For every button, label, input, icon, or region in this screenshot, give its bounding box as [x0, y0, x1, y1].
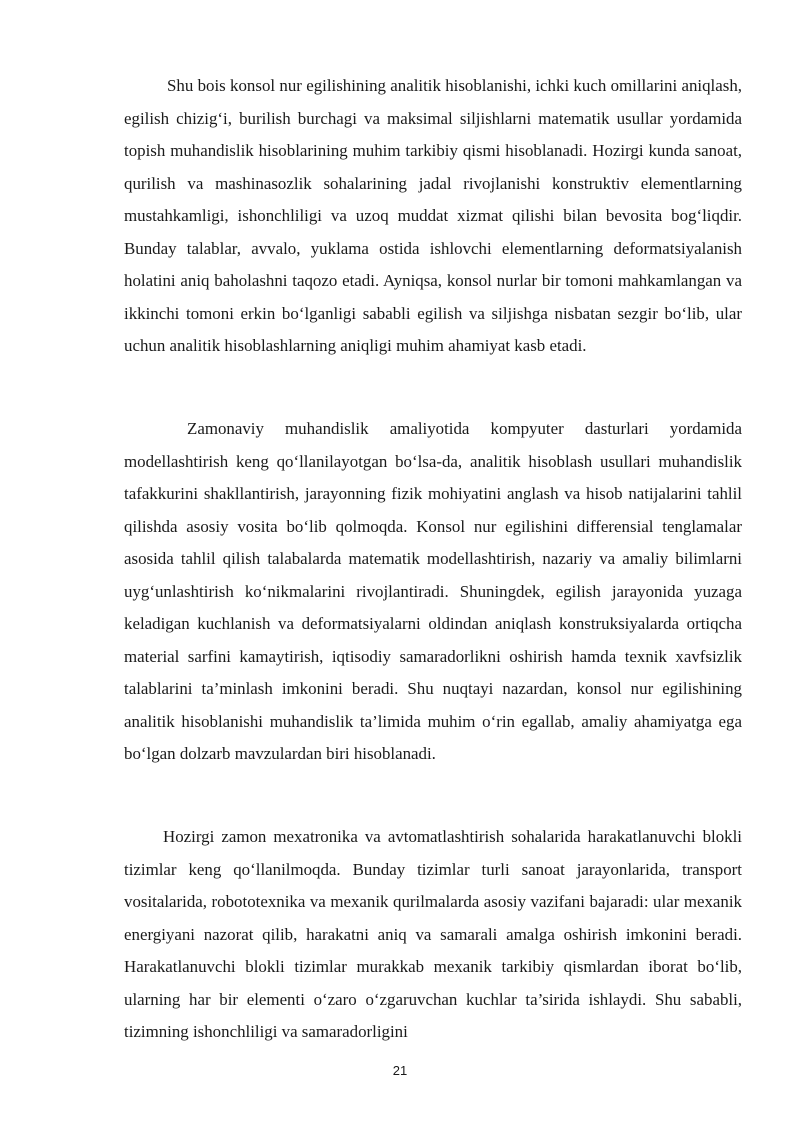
paragraph-3: Hozirgi zamon mexatronika va avtomatlashtirish sohalarida harakatlanuvchi blokli tizimlar keng qo‘llanilmoqda. Bunday tizimlar turli sanoat jarayonlarida, transport vositalarida, robototexnika va mexanik qurilmalarda asosiy vazifani bajaradi: ular mexanik energiyani nazorat qilib, harakatni aniq va samarali amalga oshirish imkonini beradi. Harakatlanuvchi blokli tizimlar murakkab mexanik tarkibiy qismlardan iborat bo‘lib, ularning har bir elementi o‘zaro o‘zgaruvchan kuchlar ta’sirida ishlaydi. Shu sababli, tizimning ishonchliligi va samaradorligini	[124, 827, 742, 1041]
paragraph-1: Shu bois konsol nur egilishining analitik hisoblanishi, ichki kuch omillarini aniqlash, egilish chizig‘i, burilish burchagi va maksimal siljishlarni matematik usullar yordamida topish muhandislik hisoblarining muhim tarkibiy qismi hisoblanadi. Hozirgi kunda sanoat, qurilish va mashinasozlik sohalarining jadal rivojlanishi konstruktiv elementlarning mustahkamligi, ishonchliligi va uzoq muddat xizmat qilishi bilan bevosita bog‘liqdir. Bunday talablar, avvalo, yuklama ostida ishlovchi elementlarning deformatsiyalanish holatini aniq baholashni taqozo etadi. Ayniqsa, konsol nurlar bir tomoni mahkamlangan va ikkinchi tomoni erkin bo‘lganligi sababli egilish va siljishga nisbatan sezgir bo‘lib, ular uchun analitik hisoblashlarning aniqligi muhim ahamiyat kasb etadi.	[124, 76, 742, 355]
page-number: 21	[392, 1063, 408, 1078]
paragraph-2: Zamonaviy muhandislik amaliyotida kompyuter dasturlari yordamida modellashtirish keng qo‘llanilayotgan bo‘lsa-da, analitik hisoblash usullari muhandislik tafakkurini shakllantirish, jarayonning fizik mohiyatini anglash va hisob natijalarini tahlil qilishda asosiy vosita bo‘lib qolmoqda. Konsol nur egilishini differensial tenglamalar asosida tahlil qilish talabalarda matematik modellashtirish, nazariy va amaliy bilimlarni uyg‘unlashtirish ko‘nikmalarini rivojlantiradi. Shuningdek, egilish jarayonida yuzaga keladigan kuchlanish va deformatsiyalarni oldindan aniqlash konstruksiyalarda ortiqcha material sarfini kamaytirish, iqtisodiy samaradorlikni oshirish hamda texnik xavfsizlik talablarini ta’minlash imkonini beradi. Shu nuqtayi nazardan, konsol nur egilishining analitik hisoblanishi muhandislik ta’limida muhim o‘rin egallab, amaliy ahamiyatga ega bo‘lgan dolzarb mavzulardan biri hisoblanadi.	[124, 419, 742, 763]
